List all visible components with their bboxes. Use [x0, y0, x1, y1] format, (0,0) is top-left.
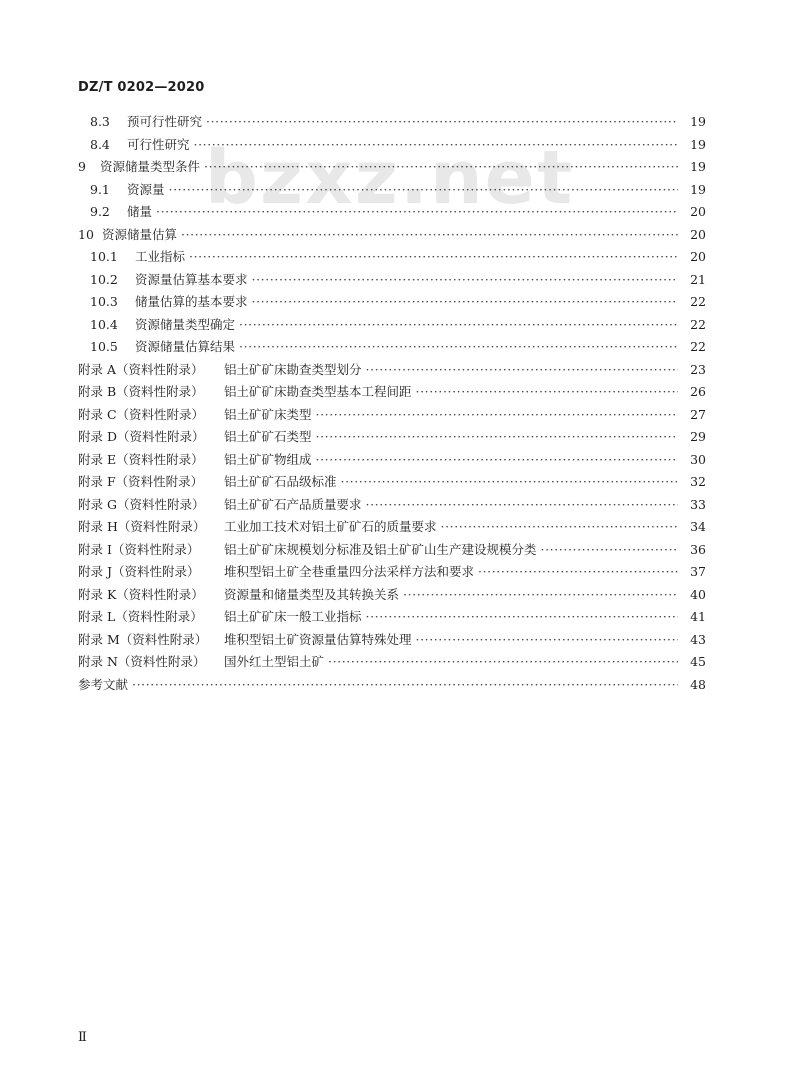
toc-entry-page: 19	[690, 136, 706, 152]
toc-entry-title: 资源储量类型条件	[100, 159, 201, 174]
toc-entry-number: 10	[78, 226, 94, 242]
toc-entry-title: 可行性研究	[127, 136, 190, 152]
toc-entry-number: 附录 G（资料性附录）	[78, 496, 205, 512]
toc-entry[interactable]	[78, 652, 706, 675]
toc-entry[interactable]	[78, 202, 706, 225]
toc-entry-page: 30	[690, 451, 706, 467]
toc-entry-number: 附录 F（资料性附录）	[78, 474, 204, 489]
toc-entry-page: 19	[690, 114, 706, 129]
toc-entry-number: 10.3	[90, 294, 118, 309]
toc-entry[interactable]	[78, 315, 706, 338]
toc-entry-title: 预可行性研究	[127, 114, 203, 129]
toc-entry-page: 27	[690, 406, 706, 422]
toc-dot-leader	[366, 362, 678, 377]
toc-entry[interactable]	[78, 360, 706, 383]
toc-dot-leader	[239, 317, 678, 332]
toc-entry-number: 附录 L（资料性附录）	[78, 609, 203, 624]
toc-entry-title: 铝土矿矿床类型	[224, 406, 312, 422]
toc-entry-number: 附录 J（资料性附录）	[78, 564, 200, 579]
toc-entry-number: 附录 I（资料性附录）	[78, 541, 200, 557]
toc-entry[interactable]	[78, 180, 706, 203]
toc-entry[interactable]	[78, 112, 706, 135]
toc-entry-page: 36	[690, 541, 706, 557]
toc-dot-leader	[403, 587, 678, 602]
toc-entry[interactable]	[78, 472, 706, 495]
toc-entry[interactable]	[78, 630, 706, 653]
toc-entry-page: 22	[690, 316, 706, 332]
toc-entry[interactable]	[78, 157, 706, 180]
toc-entry-title: 国外红土型铝土矿	[224, 654, 325, 669]
toc-entry-page: 26	[690, 384, 706, 399]
toc-dot-leader	[316, 429, 678, 444]
toc-entry-page: 40	[690, 586, 706, 602]
toc-entry-page: 33	[690, 496, 706, 512]
toc-entry[interactable]	[78, 450, 706, 473]
toc-entry-page: 21	[690, 271, 706, 287]
toc-entry-page: 41	[690, 609, 706, 624]
toc-entry-number: 附录 K（资料性附录）	[78, 586, 204, 602]
toc-dot-leader	[366, 497, 678, 512]
toc-dot-leader	[132, 677, 678, 692]
toc-entry-title: 资源储量估算	[102, 226, 178, 242]
toc-entry[interactable]	[78, 495, 706, 518]
toc-entry-title: 铝土矿矿床规模划分标准及铝土矿矿山生产建设规模分类	[224, 541, 537, 557]
toc-entry[interactable]	[78, 585, 706, 608]
toc-entry[interactable]	[78, 540, 706, 563]
toc-entry-number: 10.4	[90, 316, 118, 332]
toc-dot-leader	[328, 654, 678, 669]
toc-entry-page: 45	[690, 654, 706, 669]
toc-entry-page: 22	[690, 294, 706, 309]
standard-number-header: DZ/T 0202—2020	[78, 80, 205, 95]
toc-dot-leader	[478, 564, 678, 579]
toc-entry-title: 铝土矿矿石产品质量要求	[224, 496, 362, 512]
toc-entry-number: 附录 A（资料性附录）	[78, 361, 204, 377]
toc-entry-page: 20	[690, 249, 706, 264]
toc-entry-title: 资源量和储量类型及其转换关系	[224, 586, 400, 602]
toc-entry-title: 工业指标	[135, 249, 186, 264]
toc-dot-leader	[204, 159, 678, 174]
toc-entry-number: 附录 C（资料性附录）	[78, 406, 205, 422]
toc-dot-leader	[416, 384, 678, 399]
toc-entry-title: 铝土矿矿床勘查类型基本工程间距	[224, 384, 412, 399]
toc-entry-title: 铝土矿矿石品级标准	[224, 474, 337, 489]
toc-entry-page: 32	[690, 474, 706, 489]
toc-entry[interactable]	[78, 562, 706, 585]
toc-entry[interactable]	[78, 225, 706, 248]
toc-entry-number: 9.2	[90, 204, 110, 219]
toc-entry-title: 堆积型铝土矿资源量估算特殊处理	[224, 631, 412, 647]
toc-entry-number: 9.1	[90, 181, 110, 197]
page-number: Ⅱ	[78, 1030, 87, 1045]
toc-entry-page: 19	[690, 181, 706, 197]
toc-entry-number: 附录 M（资料性附录）	[78, 631, 208, 647]
toc-entry[interactable]	[78, 405, 706, 428]
toc-dot-leader	[194, 137, 678, 152]
toc-entry-title: 资源储量估算结果	[135, 339, 236, 354]
toc-dot-leader	[169, 182, 678, 197]
toc-entry[interactable]	[78, 517, 706, 540]
toc-dot-leader	[416, 632, 678, 647]
toc-entry-number: 附录 B（资料性附录）	[78, 384, 204, 399]
toc-entry[interactable]	[78, 337, 706, 360]
toc-entry-page: 29	[690, 429, 706, 444]
toc-dot-leader	[181, 227, 678, 242]
toc-entry-page: 37	[690, 564, 706, 579]
table-of-contents	[78, 112, 706, 697]
toc-entry-title: 铝土矿矿物组成	[224, 451, 312, 467]
toc-entry-number: 8.4	[90, 136, 110, 152]
toc-entry-title: 参考文献	[78, 676, 129, 692]
toc-dot-leader	[541, 542, 678, 557]
toc-dot-leader	[316, 452, 678, 467]
toc-entry-number: 10.5	[90, 339, 118, 354]
toc-entry-number: 8.3	[90, 114, 110, 129]
toc-entry-number: 附录 N（资料性附录）	[78, 654, 206, 669]
toc-entry-title: 储量估算的基本要求	[135, 294, 248, 309]
toc-entry-number: 10.2	[90, 271, 118, 287]
toc-entry[interactable]	[78, 270, 706, 293]
toc-entry-title: 铝土矿矿石类型	[224, 429, 312, 444]
toc-entry-page: 43	[690, 631, 706, 647]
toc-entry-title: 铝土矿矿床一般工业指标	[224, 609, 362, 624]
toc-entry[interactable]	[78, 427, 706, 450]
toc-entry[interactable]	[78, 675, 706, 698]
toc-entry-number: 附录 H（资料性附录）	[78, 519, 206, 534]
toc-entry-number: 10.1	[90, 249, 118, 264]
toc-entry-page: 22	[690, 339, 706, 354]
toc-entry-number: 9	[78, 159, 86, 174]
toc-entry-page: 20	[690, 204, 706, 219]
toc-dot-leader	[366, 609, 678, 624]
toc-entry[interactable]	[78, 292, 706, 315]
toc-entry[interactable]	[78, 607, 706, 630]
toc-entry-title: 资源储量类型确定	[135, 316, 236, 332]
toc-entry[interactable]	[78, 135, 706, 158]
toc-entry-number: 附录 E（资料性附录）	[78, 451, 204, 467]
toc-entry[interactable]	[78, 247, 706, 270]
toc-dot-leader	[441, 519, 678, 534]
toc-entry-title: 资源量	[127, 181, 165, 197]
toc-dot-leader	[206, 114, 678, 129]
toc-dot-leader	[189, 249, 678, 264]
toc-dot-leader	[341, 474, 678, 489]
toc-entry-title: 储量	[127, 204, 153, 219]
toc-entry-title: 工业加工技术对铝土矿矿石的质量要求	[224, 519, 437, 534]
toc-dot-leader	[156, 204, 678, 219]
toc-dot-leader	[239, 339, 678, 354]
toc-entry-page: 23	[690, 361, 706, 377]
toc-entry[interactable]	[78, 382, 706, 405]
toc-dot-leader	[252, 294, 678, 309]
toc-entry-number: 附录 D（资料性附录）	[78, 429, 205, 444]
toc-entry-page: 34	[690, 519, 706, 534]
toc-dot-leader	[252, 272, 678, 287]
toc-dot-leader	[316, 407, 678, 422]
toc-entry-title: 铝土矿矿床勘查类型划分	[224, 361, 362, 377]
toc-entry-page: 20	[690, 226, 706, 242]
toc-entry-title: 资源量估算基本要求	[135, 271, 248, 287]
toc-entry-page: 48	[690, 676, 706, 692]
watermark: bzxz.net	[205, 135, 575, 221]
toc-entry-page: 19	[690, 159, 706, 174]
toc-entry-title: 堆积型铝土矿全巷重量四分法采样方法和要求	[224, 564, 475, 579]
